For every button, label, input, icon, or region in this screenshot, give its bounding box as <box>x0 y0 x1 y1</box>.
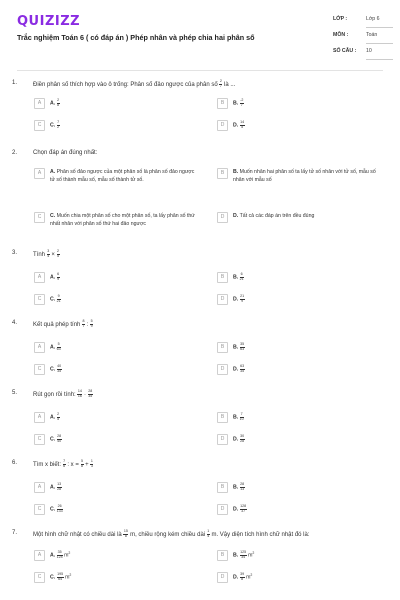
question-text: Chọn đáp án đúng nhất: <box>33 150 98 156</box>
option-text: C. $\frac{28}{40}$ <box>50 434 62 443</box>
option-text: D. $\frac{30}{28}$ <box>233 434 245 443</box>
option-text: D. Tất cả các đáp án trên đều đúng <box>233 213 315 219</box>
option-text: A. $\frac{2}{8}$ <box>50 98 60 107</box>
question-1 <box>12 80 388 146</box>
option-b[interactable] <box>217 342 387 362</box>
option-letter-box[interactable]: A <box>34 98 45 109</box>
quizizz-logo: QUIZIZZ <box>17 14 81 29</box>
option-a[interactable] <box>34 482 204 502</box>
option-text: C. $\frac{40}{35}$ <box>50 364 62 373</box>
option-text: B. Muốn nhân hai phân số ta lấy tử số nhân với tử số, mẫu số nhân với mẫu số <box>233 169 376 183</box>
option-c[interactable] <box>34 572 204 592</box>
option-letter-box[interactable]: D <box>217 120 228 131</box>
worksheet-title: Trắc nghiệm Toán 6 ( có đáp án ) Phép nhân và phép chia hai phân số <box>17 33 255 42</box>
question-number: 6. <box>12 460 18 466</box>
option-d[interactable] <box>217 504 387 524</box>
option-d[interactable] <box>217 212 387 232</box>
option-c[interactable] <box>34 434 204 454</box>
meta-subject: MÔN : Toán <box>333 29 393 45</box>
question-number: 1. <box>12 80 18 86</box>
option-letter-box[interactable]: A <box>34 412 45 423</box>
option-text: B. $\frac{7}{10}$ <box>233 412 244 421</box>
option-letter-box[interactable]: C <box>34 572 45 583</box>
option-letter-box[interactable]: B <box>217 168 228 179</box>
option-text: D. $\frac{14}{5}$ <box>233 120 245 129</box>
option-letter-box[interactable]: C <box>34 434 45 445</box>
option-text: C. $\frac{7}{2}$ <box>50 120 60 129</box>
option-c[interactable] <box>34 504 204 524</box>
option-letter-box[interactable]: A <box>34 550 45 561</box>
option-letter-box[interactable]: D <box>217 434 228 445</box>
option-text: C. Muốn chia một phân số cho một phân số, ta lấy phân số thứ nhất nhân với phân số thứ hai đảo ngược <box>50 213 195 227</box>
option-letter-box[interactable]: A <box>34 272 45 283</box>
option-text: A. $\frac{2}{5}$ <box>50 412 60 421</box>
option-text: D. $\frac{39}{8}$ $m^2$ <box>233 572 253 581</box>
option-d[interactable] <box>217 572 387 592</box>
option-letter-box[interactable]: A <box>34 342 45 353</box>
worksheet-header <box>0 0 400 62</box>
option-b[interactable] <box>217 412 387 432</box>
question-2 <box>12 150 388 227</box>
option-letter-box[interactable]: B <box>217 272 228 283</box>
option-text: D. $\frac{128}{37}$ <box>233 504 247 513</box>
option-d[interactable] <box>217 120 387 140</box>
option-letter-box[interactable]: B <box>217 342 228 353</box>
option-text: B. $\frac{6}{21}$ <box>233 272 244 281</box>
option-text: B. $\frac{-2}{7}$ <box>233 98 244 107</box>
option-letter-box[interactable]: A <box>34 168 45 179</box>
option-text: C. $\frac{26}{133}$ <box>50 504 63 513</box>
question-text: Rút gọn rồi tính: $\frac{14}{16}$ · $\frac{28}{35}$ <box>33 389 93 398</box>
option-c[interactable] <box>34 294 204 314</box>
option-letter-box[interactable]: B <box>217 550 228 561</box>
option-text: A. $\frac{6}{9}$ <box>50 272 60 281</box>
meta-question-count: SỐ CÂU : 10 <box>333 45 393 61</box>
option-text: D. $\frac{63}{35}$ <box>233 364 245 373</box>
option-letter-box[interactable]: D <box>217 504 228 515</box>
option-letter-box[interactable]: D <box>217 572 228 583</box>
question-text: Tính $\frac{3}{4}$ × $\frac{2}{5}$ <box>33 249 60 258</box>
question-text: Điền phân số thích hợp vào ô trống: Phân số đảo ngược của phân số $\frac{2}{7}$ là ... <box>33 79 236 88</box>
option-a[interactable] <box>34 342 204 362</box>
option-letter-box[interactable]: C <box>34 504 45 515</box>
question-text: Tìm x biết: $\frac{7}{6}$ : x = $\frac{5}{8}$ + $\frac{1}{3}$ <box>33 459 93 468</box>
question-number: 3. <box>12 250 18 256</box>
option-c[interactable] <box>34 364 204 384</box>
option-a[interactable] <box>34 168 204 188</box>
option-text: A. Phân số đảo ngược của một phân số là phân số đảo ngược tử số thành mẫu số, mẫu số thành tử số. <box>50 169 195 183</box>
option-text: C. $\frac{9}{21}$ <box>50 294 61 303</box>
meta-class: LỚP : Lớp 6 <box>333 13 393 29</box>
question-4 <box>12 320 388 386</box>
question-number: 2. <box>12 150 18 156</box>
option-letter-box[interactable]: C <box>34 294 45 305</box>
option-letter-box[interactable]: C <box>34 212 45 223</box>
option-letter-box[interactable]: B <box>217 482 228 493</box>
option-letter-box[interactable]: D <box>217 364 228 375</box>
option-d[interactable] <box>217 294 387 314</box>
option-c[interactable] <box>34 120 204 140</box>
option-text: B. $\frac{35}{63}$ <box>233 342 245 351</box>
option-text: A. $\frac{13}{28}$ <box>50 482 62 491</box>
option-b[interactable] <box>217 550 387 570</box>
worksheet-meta <box>333 13 393 61</box>
option-b[interactable] <box>217 482 387 502</box>
option-text: A. $\frac{35}{124}$ $m^2$ <box>50 550 71 559</box>
question-text: Một hình chữ nhật có chiều dài là $\frac{15}{8}$ m, chiều rộng kém chiều dài $\frac{1}{4}$ m. Vậy diện tích hình chữ nhật đó là: <box>33 529 310 538</box>
option-b[interactable] <box>217 98 387 118</box>
option-a[interactable] <box>34 272 204 292</box>
question-5 <box>12 390 388 456</box>
option-letter-box[interactable]: A <box>34 482 45 493</box>
question-text: Kết quả phép tính $\frac{8}{7}$ : $\frac{5}{9}$ <box>33 319 93 328</box>
option-text: D. $\frac{21}{9}$ <box>233 294 245 303</box>
option-text: B. $\frac{28}{13}$ <box>233 482 245 491</box>
option-a[interactable] <box>34 412 204 432</box>
option-letter-box[interactable]: D <box>217 294 228 305</box>
question-6 <box>12 460 388 526</box>
option-text: B. $\frac{125}{34}$ $m^2$ <box>233 550 255 559</box>
question-number: 4. <box>12 320 18 326</box>
option-letter-box[interactable]: C <box>34 364 45 375</box>
option-a[interactable] <box>34 550 204 570</box>
option-text: A. $\frac{5}{63}$ <box>50 342 61 351</box>
option-letter-box[interactable]: D <box>217 212 228 223</box>
option-a[interactable] <box>34 98 204 118</box>
question-3 <box>12 250 388 316</box>
option-letter-box[interactable]: B <box>217 412 228 423</box>
option-letter-box[interactable]: C <box>34 120 45 131</box>
option-text: C. $\frac{195}{64}$ $m^2$ <box>50 572 72 581</box>
question-number: 5. <box>12 390 18 396</box>
question-7 <box>12 530 388 596</box>
option-c[interactable] <box>34 212 204 232</box>
option-b[interactable] <box>217 168 387 188</box>
option-letter-box[interactable]: B <box>217 98 228 109</box>
option-d[interactable] <box>217 364 387 384</box>
question-number: 7. <box>12 530 18 536</box>
header-divider <box>17 70 383 71</box>
option-d[interactable] <box>217 434 387 454</box>
option-b[interactable] <box>217 272 387 292</box>
